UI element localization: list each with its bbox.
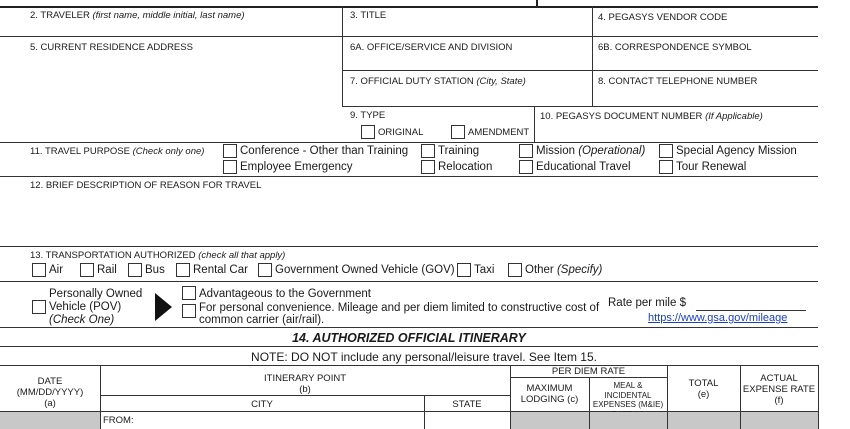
- tour-renewal-label: Tour Renewal: [676, 161, 747, 173]
- per-diem-header: PER DIEM RATE: [551, 366, 626, 377]
- duty-station-field[interactable]: [348, 88, 586, 104]
- col-divider: [818, 365, 819, 429]
- other-label: Other (Specify): [525, 264, 603, 276]
- divider: [534, 106, 535, 142]
- amendment-label: AMENDMENT: [468, 127, 530, 138]
- pov-label-line1: Personally Owned: [49, 288, 143, 300]
- city-header: CITY: [251, 399, 273, 410]
- residence-field[interactable]: [28, 56, 340, 106]
- date-header: DATE (MM/DD/YYYY) (a): [16, 376, 84, 409]
- rail-label: Rail: [97, 264, 117, 276]
- divider: [592, 6, 593, 106]
- arrow-right-icon: [155, 293, 173, 321]
- air-label: Air: [49, 264, 64, 276]
- office-label: 6A. OFFICE/SERVICE AND DIVISION: [350, 42, 513, 53]
- doc-number-field[interactable]: [538, 124, 816, 140]
- row-divider: [342, 106, 818, 107]
- mie-header: MEAL & INCIDENTAL EXPENSES (M&IE): [592, 381, 664, 409]
- row-divider: [0, 365, 818, 366]
- rental-car-checkbox[interactable]: [176, 263, 190, 277]
- row-divider: [0, 346, 818, 347]
- description-label: 12. BRIEF DESCRIPTION OF REASON FOR TRAVEL: [30, 180, 262, 191]
- taxi-checkbox[interactable]: [457, 263, 471, 277]
- original-checkbox[interactable]: [361, 125, 375, 139]
- gov-label: Government Owned Vehicle (GOV): [275, 264, 455, 276]
- correspondence-field[interactable]: [596, 54, 816, 68]
- duty-station-label: 7. OFFICIAL DUTY STATION (City, State): [350, 76, 526, 87]
- special-mission-label: Special Agency Mission: [676, 145, 797, 157]
- row-divider: [100, 395, 510, 396]
- taxi-label: Taxi: [474, 264, 495, 276]
- mie-cell-shaded: [590, 412, 667, 429]
- special-mission-checkbox[interactable]: [659, 144, 673, 158]
- title-label: 3. TITLE: [350, 10, 387, 21]
- rate-label: Rate per mile $: [608, 297, 686, 309]
- traveler-field[interactable]: [28, 22, 340, 36]
- conference-checkbox[interactable]: [223, 144, 237, 158]
- actual-cell-shaded: [741, 412, 818, 429]
- top-tick: [536, 0, 538, 6]
- title-field[interactable]: [348, 22, 586, 36]
- conference-label: Conference - Other than Training: [240, 145, 409, 157]
- lodging-header: MAXIMUM LODGING (c): [520, 383, 579, 405]
- bus-checkbox[interactable]: [128, 263, 142, 277]
- convenience-label-line1: For personal convenience. Mileage and per diem limited to constructive cost of: [199, 302, 600, 314]
- state-header: STATE: [452, 399, 482, 410]
- top-border: [0, 6, 818, 8]
- row-divider: [342, 70, 818, 71]
- original-label: ORIGINAL: [378, 127, 424, 138]
- relocation-label: Relocation: [438, 161, 493, 173]
- emergency-label: Employee Emergency: [240, 161, 353, 173]
- residence-label: 5. CURRENT RESIDENCE ADDRESS: [30, 42, 193, 53]
- convenience-checkbox[interactable]: [182, 304, 196, 318]
- mission-checkbox[interactable]: [519, 144, 533, 158]
- amendment-checkbox[interactable]: [451, 125, 465, 139]
- advantageous-checkbox[interactable]: [182, 286, 196, 300]
- itinerary-title: 14. AUTHORIZED OFFICIAL ITINERARY: [292, 331, 526, 345]
- row-divider: [0, 281, 818, 282]
- phone-label: 8. CONTACT TELEPHONE NUMBER: [598, 76, 758, 87]
- vendor-code-field[interactable]: [596, 24, 816, 36]
- gov-checkbox[interactable]: [258, 263, 272, 277]
- itinerary-note: NOTE: DO NOT include any personal/leisure travel. See Item 15.: [251, 350, 597, 364]
- total-cell-shaded: [668, 412, 740, 429]
- actual-expense-header: ACTUAL EXPENSE RATE (f): [742, 373, 816, 406]
- description-field[interactable]: [28, 193, 816, 245]
- doc-number-label: 10. PEGASYS DOCUMENT NUMBER (If Applicable): [540, 111, 763, 122]
- vendor-code-label: 4. PEGASYS VENDOR CODE: [598, 12, 728, 23]
- office-field[interactable]: [348, 54, 586, 68]
- convenience-label-line2: common carrier (air/rail).: [199, 314, 325, 326]
- rail-checkbox[interactable]: [80, 263, 94, 277]
- row-divider: [0, 142, 818, 143]
- lodging-cell-shaded: [511, 412, 589, 429]
- transport-label: 13. TRANSPORTATION AUTHORIZED (check all that apply): [30, 250, 286, 261]
- air-checkbox[interactable]: [32, 263, 46, 277]
- row-divider: [0, 246, 818, 247]
- mission-label: Mission (Operational): [536, 145, 646, 157]
- educational-checkbox[interactable]: [519, 160, 533, 174]
- relocation-checkbox[interactable]: [421, 160, 435, 174]
- itinerary-point-header: ITINERARY POINT (b): [264, 373, 346, 395]
- from-state-field[interactable]: [425, 412, 509, 429]
- correspondence-label: 6B. CORRESPONDENCE SYMBOL: [598, 42, 752, 53]
- divider: [342, 6, 343, 106]
- advantageous-label: Advantageous to the Government: [199, 288, 371, 300]
- phone-field[interactable]: [596, 88, 816, 104]
- row-divider: [0, 176, 818, 177]
- mileage-link[interactable]: https://www.gsa.gov/mileage: [648, 312, 788, 324]
- tour-renewal-checkbox[interactable]: [659, 160, 673, 174]
- other-specify-field[interactable]: [606, 263, 816, 277]
- purpose-label: 11. TRAVEL PURPOSE (Check only one): [30, 146, 205, 157]
- row-divider: [0, 327, 818, 328]
- training-checkbox[interactable]: [421, 144, 435, 158]
- pov-label-line3: (Check One): [49, 314, 115, 326]
- total-header: TOTAL (e): [688, 378, 719, 400]
- educational-label: Educational Travel: [536, 161, 631, 173]
- date-cell-shaded: [0, 412, 100, 429]
- pov-label-line2: Vehicle (POV): [49, 301, 122, 313]
- from-label: FROM:: [103, 415, 134, 426]
- rate-field[interactable]: [696, 296, 806, 310]
- training-label: Training: [438, 145, 480, 157]
- row-divider: [510, 377, 667, 378]
- type-label: 9. TYPE: [350, 110, 386, 121]
- other-checkbox[interactable]: [508, 263, 522, 277]
- bus-label: Bus: [145, 264, 165, 276]
- rental-car-label: Rental Car: [193, 264, 248, 276]
- emergency-checkbox[interactable]: [223, 160, 237, 174]
- traveler-label: 2. TRAVELER (first name, middle initial, last name): [30, 10, 245, 21]
- row-divider: [0, 36, 818, 37]
- from-city-field[interactable]: [136, 412, 423, 429]
- pov-checkbox[interactable]: [32, 300, 46, 314]
